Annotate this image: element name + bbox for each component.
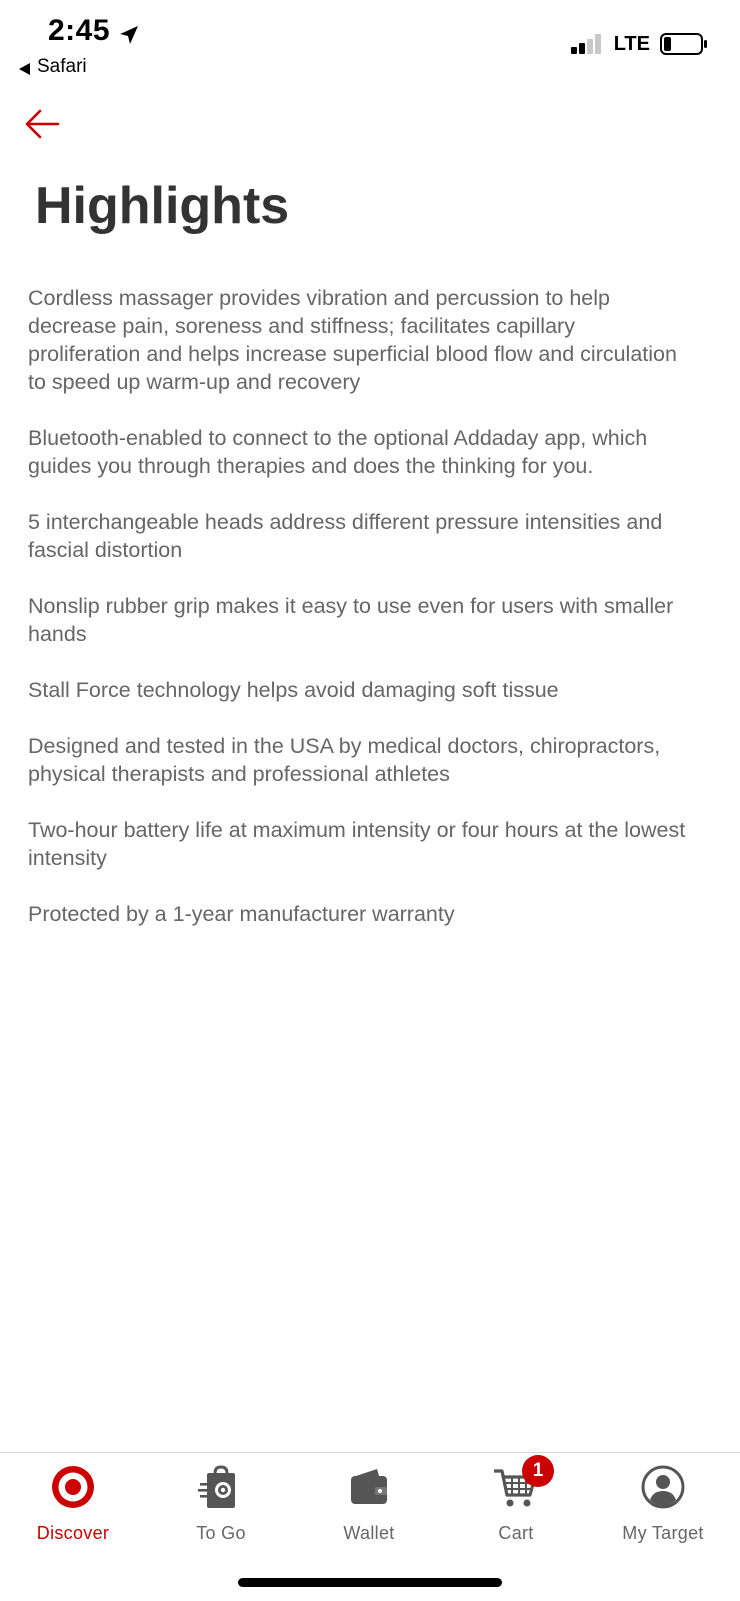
tab-label: My Target	[622, 1523, 704, 1543]
highlight-item: Nonslip rubber grip makes it easy to use even for users with smaller hands	[28, 594, 674, 646]
tab-wallet[interactable]	[299, 1463, 439, 1553]
status-time	[48, 14, 140, 48]
tab-label: Cart	[498, 1523, 534, 1543]
tab-my-target[interactable]	[593, 1463, 733, 1553]
highlight-item: Two-hour battery life at maximum intensity or four hours at the lowest intensity	[28, 818, 686, 870]
status-indicators	[570, 32, 708, 56]
highlight-item: 5 interchangeable heads address different pressure intensities and fascial distortion	[28, 510, 663, 562]
tab-to-go[interactable]	[151, 1463, 291, 1553]
tab-label: Wallet	[343, 1523, 395, 1543]
page-title: Highlights	[35, 177, 290, 235]
target-logo-icon	[49, 1463, 97, 1511]
highlight-item: Cordless massager provides vibration and percussion to help decrease pain, soreness and stiffness; facilitates capillary proliferation and helps increase superficial blood flow and circulation to speed up warm-up and recovery	[28, 286, 677, 394]
cart-count-badge: 1	[522, 1455, 554, 1487]
back-button[interactable]	[22, 104, 62, 144]
highlights-list	[28, 284, 688, 956]
tab-discover[interactable]	[3, 1463, 143, 1553]
shopping-bag-icon	[197, 1463, 245, 1511]
highlight-item: Stall Force technology helps avoid damaging soft tissue	[28, 678, 559, 702]
cart-icon	[492, 1460, 544, 1511]
cellular-signal-icon	[570, 33, 604, 55]
back-to-app-link[interactable]	[18, 56, 87, 78]
battery-icon	[660, 32, 708, 56]
tab-label: To Go	[196, 1523, 246, 1543]
highlight-item: Protected by a 1-year manufacturer warranty	[28, 902, 455, 926]
back-caret-icon	[18, 60, 31, 74]
network-type: LTE	[613, 32, 650, 55]
highlight-item: Bluetooth-enabled to connect to the optional Addaday app, which guides you through therapies and does the thinking for you.	[28, 426, 648, 478]
account-icon	[639, 1463, 687, 1511]
highlight-item: Designed and tested in the USA by medical doctors, chiropractors, physical therapists and professional athletes	[28, 734, 661, 786]
back-to-app-label: Safari	[37, 56, 87, 77]
wallet-icon	[345, 1463, 393, 1511]
home-indicator	[238, 1578, 502, 1587]
tab-cart[interactable]	[446, 1460, 586, 1553]
back-arrow-icon	[22, 104, 62, 144]
tab-label: Discover	[36, 1523, 110, 1543]
status-bar	[0, 0, 740, 90]
location-arrow-icon	[118, 20, 140, 42]
status-time-text: 2:45	[48, 14, 111, 47]
